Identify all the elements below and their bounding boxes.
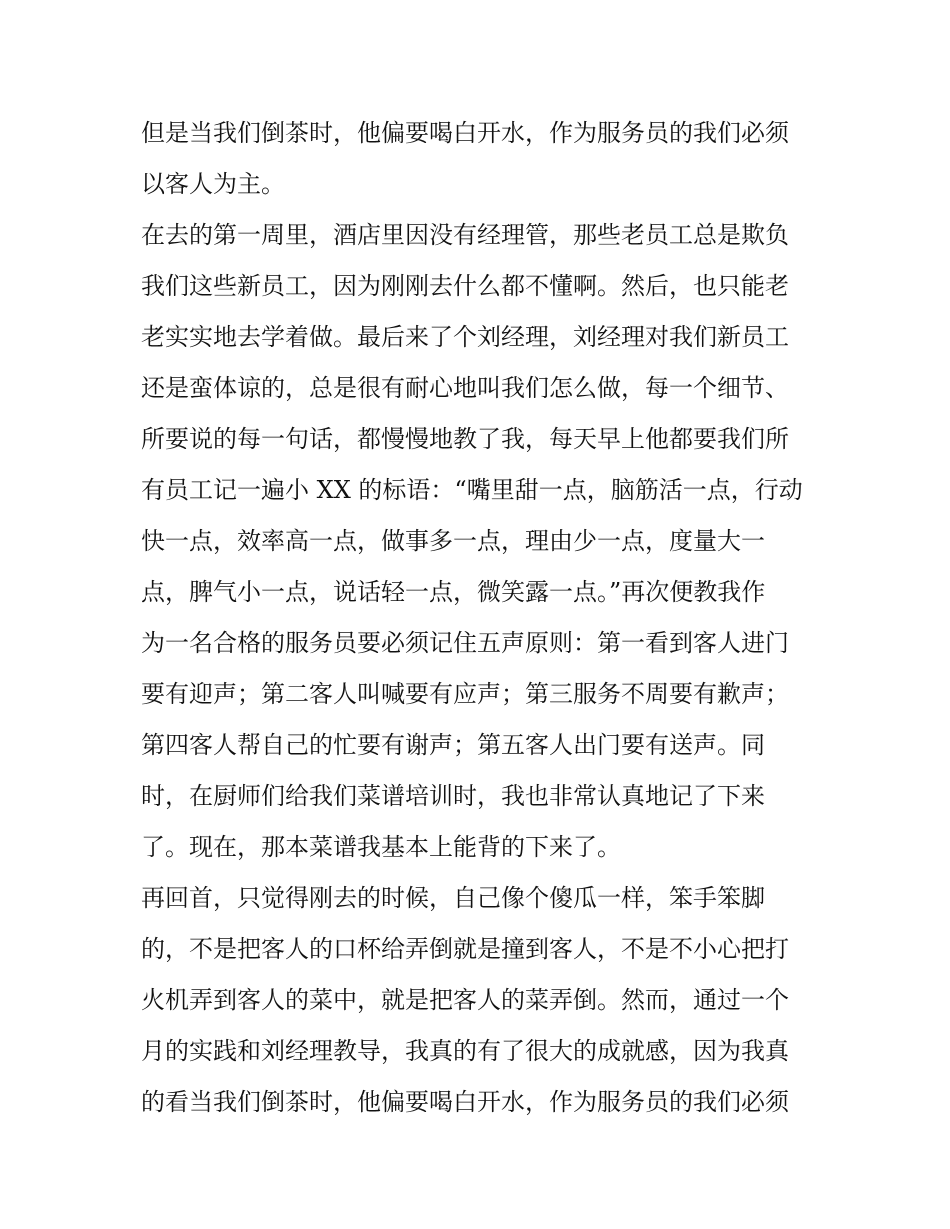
text-line-3: 在去的第一周里，酒店里因没有经理管，那些老员工总是欺负: [141, 221, 789, 249]
text-line-20: 的看当我们倒茶时，他偏要喝白开水，作为服务员的我们必须: [141, 1088, 789, 1116]
text-line-16: 再回首，只觉得刚去的时候，自己像个傻瓜一样，笨手笨脚: [141, 884, 765, 912]
text-line-13: 第四客人帮自己的忙要有谢声；第五客人出门要有送声。同: [141, 731, 765, 759]
body-text: [141, 108, 821, 1128]
text-line-15: 了。现在，那本菜谱我基本上能背的下来了。: [141, 833, 621, 861]
text-line-1: 但是当我们倒茶时，他偏要喝白开水，作为服务员的我们必须: [141, 119, 789, 147]
text-line-17: 的，不是把客人的口杯给弄倒就是撞到客人，不是不小心把打: [141, 935, 789, 963]
text-line-12: 要有迎声；第二客人叫喊要有应声；第三服务不周要有歉声；: [141, 680, 789, 708]
text-line-8: 有员工记一遍小 XX 的标语：“嘴里甜一点，脑筋活一点，行动: [141, 476, 803, 504]
text-line-19: 月的实践和刘经理教导，我真的有了很大的成就感，因为我真: [141, 1037, 789, 1065]
text-line-14: 时，在厨师们给我们菜谱培训时，我也非常认真地记了下来: [141, 782, 765, 810]
text-line-2: 以客人为主。: [141, 170, 285, 198]
text-line-6: 还是蛮体谅的，总是很有耐心地叫我们怎么做，每一个细节、: [141, 374, 789, 402]
text-line-4: 我们这些新员工，因为刚刚去什么都不懂啊。然后，也只能老: [141, 272, 789, 300]
text-line-11: 为一名合格的服务员要必须记住五声原则：第一看到客人进门: [141, 629, 789, 657]
text-line-7: 所要说的每一句话，都慢慢地教了我，每天早上他都要我们所: [141, 425, 789, 453]
text-line-9: 快一点，效率高一点，做事多一点，理由少一点，度量大一: [141, 527, 765, 555]
text-line-10: 点，脾气小一点，说话轻一点，微笑露一点。”再次便教我作: [141, 578, 766, 606]
text-line-5: 老实实地去学着做。最后来了个刘经理，刘经理对我们新员工: [141, 323, 789, 351]
text-line-18: 火机弄到客人的菜中，就是把客人的菜弄倒。然而，通过一个: [141, 986, 789, 1014]
